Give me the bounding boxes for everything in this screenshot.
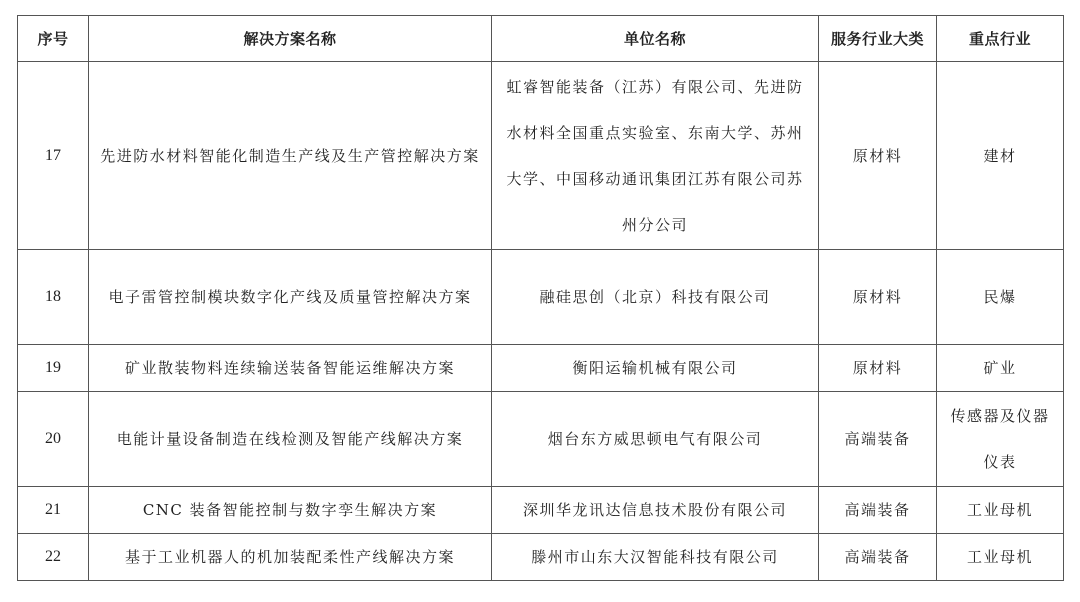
cell-service-category: 高端装备 — [819, 392, 937, 487]
table-row — [18, 534, 1064, 581]
header-unit-name: 单位名称 — [492, 16, 819, 62]
cell-key-industry: 工业母机 — [937, 534, 1064, 581]
table-body — [18, 62, 1064, 581]
cell-solution-name: 电能计量设备制造在线检测及智能产线解决方案 — [89, 392, 492, 487]
cell-key-industry: 传感器及仪器仪表 — [937, 392, 1064, 487]
header-service-category: 服务行业大类 — [819, 16, 937, 62]
cell-unit-name: 深圳华龙讯达信息技术股份有限公司 — [492, 487, 819, 534]
cell-solution-name: CNC 装备智能控制与数字孪生解决方案 — [89, 487, 492, 534]
header-solution-name: 解决方案名称 — [89, 16, 492, 62]
cell-serial-number: 18 — [18, 250, 89, 345]
cell-unit-name: 烟台东方威思顿电气有限公司 — [492, 392, 819, 487]
cell-service-category: 原材料 — [819, 62, 937, 250]
solutions-table — [17, 15, 1064, 581]
table-row — [18, 62, 1064, 250]
cell-key-industry: 工业母机 — [937, 487, 1064, 534]
cell-unit-name: 虹睿智能装备（江苏）有限公司、先进防水材料全国重点实验室、东南大学、苏州大学、中国移动通讯集团江苏有限公司苏州分公司 — [492, 62, 819, 250]
cell-service-category: 原材料 — [819, 250, 937, 345]
cell-solution-name: 电子雷管控制模块数字化产线及质量管控解决方案 — [89, 250, 492, 345]
cell-service-category: 高端装备 — [819, 534, 937, 581]
cell-service-category: 原材料 — [819, 345, 937, 392]
cell-unit-name: 融硅思创（北京）科技有限公司 — [492, 250, 819, 345]
cell-key-industry: 建材 — [937, 62, 1064, 250]
cell-serial-number: 20 — [18, 392, 89, 487]
table-row — [18, 345, 1064, 392]
cell-serial-number: 22 — [18, 534, 89, 581]
cell-serial-number: 19 — [18, 345, 89, 392]
header-row — [18, 16, 1064, 62]
cell-unit-name: 衡阳运输机械有限公司 — [492, 345, 819, 392]
cell-key-industry: 矿业 — [937, 345, 1064, 392]
cell-service-category: 高端装备 — [819, 487, 937, 534]
table-row — [18, 487, 1064, 534]
cell-solution-name: 矿业散装物料连续输送装备智能运维解决方案 — [89, 345, 492, 392]
header-key-industry: 重点行业 — [937, 16, 1064, 62]
cell-solution-name: 基于工业机器人的机加装配柔性产线解决方案 — [89, 534, 492, 581]
cell-key-industry: 民爆 — [937, 250, 1064, 345]
cell-serial-number: 17 — [18, 62, 89, 250]
cell-unit-name: 滕州市山东大汉智能科技有限公司 — [492, 534, 819, 581]
cell-solution-name: 先进防水材料智能化制造生产线及生产管控解决方案 — [89, 62, 492, 250]
table-header — [18, 16, 1064, 62]
cell-serial-number: 21 — [18, 487, 89, 534]
table-row — [18, 250, 1064, 345]
table-row — [18, 392, 1064, 487]
header-serial-number: 序号 — [18, 16, 89, 62]
